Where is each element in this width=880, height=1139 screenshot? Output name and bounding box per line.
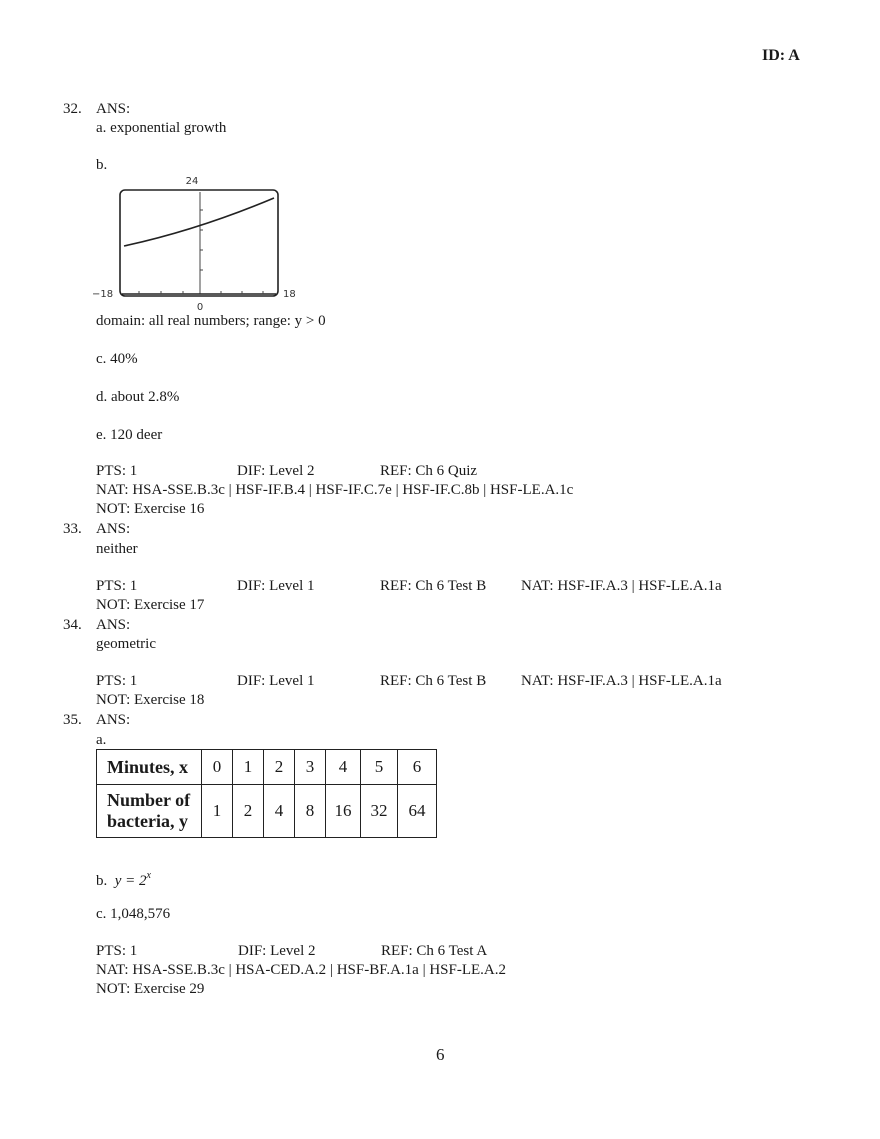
page-number: 6 bbox=[436, 1045, 445, 1064]
q33-dif: DIF: Level 1 bbox=[237, 578, 315, 594]
q34-ans-label: ANS: bbox=[96, 617, 131, 633]
q35-answer-a-label: a. bbox=[96, 732, 107, 748]
q34-answer: geometric bbox=[96, 636, 156, 652]
graph-y-max-label: 24 bbox=[185, 176, 199, 187]
q33-pts: PTS: 1 bbox=[96, 578, 138, 594]
q32-number: 32. bbox=[63, 101, 82, 117]
document-id: ID: A bbox=[762, 47, 800, 64]
q32-dif: DIF: Level 2 bbox=[237, 463, 315, 479]
q32-answer-e: e. 120 deer bbox=[96, 427, 163, 443]
graph-origin-label: 0 bbox=[196, 302, 204, 313]
q34-nat: NAT: HSF-IF.A.3 | HSF-LE.A.1a bbox=[521, 673, 722, 689]
table-cell: 0 bbox=[202, 750, 233, 785]
q33-answer: neither bbox=[96, 541, 138, 557]
q32-nat: NAT: HSA-SSE.B.3c | HSF-IF.B.4 | HSF-IF.C.7e | HSF-IF.C.8b | HSF-LE.A.1c bbox=[96, 482, 574, 498]
q35-answer-c: c. 1,048,576 bbox=[96, 906, 171, 922]
q35-ans-label: ANS: bbox=[96, 712, 131, 728]
q32-ans-label: ANS: bbox=[96, 101, 131, 117]
bacteria-header: Number of bacteria, y bbox=[97, 785, 202, 838]
graph-x-max-label: 18 bbox=[283, 289, 296, 300]
q33-ans-label: ANS: bbox=[96, 521, 131, 537]
q33-nat: NAT: HSF-IF.A.3 | HSF-LE.A.1a bbox=[521, 578, 722, 594]
table-cell: 16 bbox=[326, 785, 361, 838]
table-cell: 3 bbox=[295, 750, 326, 785]
q34-number: 34. bbox=[63, 617, 82, 633]
q34-dif: DIF: Level 1 bbox=[237, 673, 315, 689]
table-row bbox=[97, 785, 437, 838]
table-cell: 32 bbox=[361, 785, 398, 838]
q33-ref: REF: Ch 6 Test B bbox=[380, 578, 487, 594]
q35-ref: REF: Ch 6 Test A bbox=[381, 943, 488, 959]
table-cell: 2 bbox=[264, 750, 295, 785]
q35-dif: DIF: Level 2 bbox=[238, 943, 316, 959]
table-cell: 5 bbox=[361, 750, 398, 785]
table-cell: 6 bbox=[398, 750, 437, 785]
table-cell: 64 bbox=[398, 785, 437, 838]
bacteria-table bbox=[96, 749, 437, 838]
table-cell: 4 bbox=[326, 750, 361, 785]
table-cell: 4 bbox=[264, 785, 295, 838]
q33-number: 33. bbox=[63, 521, 82, 537]
table-row bbox=[97, 750, 437, 785]
q35-pts: PTS: 1 bbox=[96, 943, 138, 959]
q32-ref: REF: Ch 6 Quiz bbox=[380, 463, 478, 479]
q32-answer-b-label: b. bbox=[96, 157, 108, 173]
q35-equation: y = 2 bbox=[114, 873, 147, 889]
q34-ref: REF: Ch 6 Test B bbox=[380, 673, 487, 689]
q35-number: 35. bbox=[63, 712, 82, 728]
q33-not: NOT: Exercise 17 bbox=[96, 597, 205, 613]
table-cell: 2 bbox=[233, 785, 264, 838]
minutes-header: Minutes, x bbox=[97, 750, 202, 785]
table-cell: 8 bbox=[295, 785, 326, 838]
q32-answer-a: a. exponential growth bbox=[96, 120, 227, 136]
table-cell: 1 bbox=[202, 785, 233, 838]
graph-x-min-label: −18 bbox=[92, 289, 114, 300]
q32-not: NOT: Exercise 16 bbox=[96, 501, 205, 517]
q35-not: NOT: Exercise 29 bbox=[96, 981, 205, 997]
q35-answer-b: b. $y = 2^x$ bbox=[96, 870, 151, 889]
q34-not: NOT: Exercise 18 bbox=[96, 692, 205, 708]
q35-exponent: x bbox=[146, 870, 151, 881]
q34-pts: PTS: 1 bbox=[96, 673, 138, 689]
q35-nat: NAT: HSA-SSE.B.3c | HSA-CED.A.2 | HSF-BF.A.1a | HSF-LE.A.2 bbox=[96, 962, 507, 978]
q32-domain-range: domain: all real numbers; range: y > 0 bbox=[96, 313, 326, 329]
q32-answer-d: d. about 2.8% bbox=[96, 389, 180, 405]
table-cell: 1 bbox=[233, 750, 264, 785]
q32-pts: PTS: 1 bbox=[96, 463, 138, 479]
q32-exponential-graph bbox=[88, 174, 308, 314]
q32-answer-c: c. 40% bbox=[96, 351, 138, 367]
